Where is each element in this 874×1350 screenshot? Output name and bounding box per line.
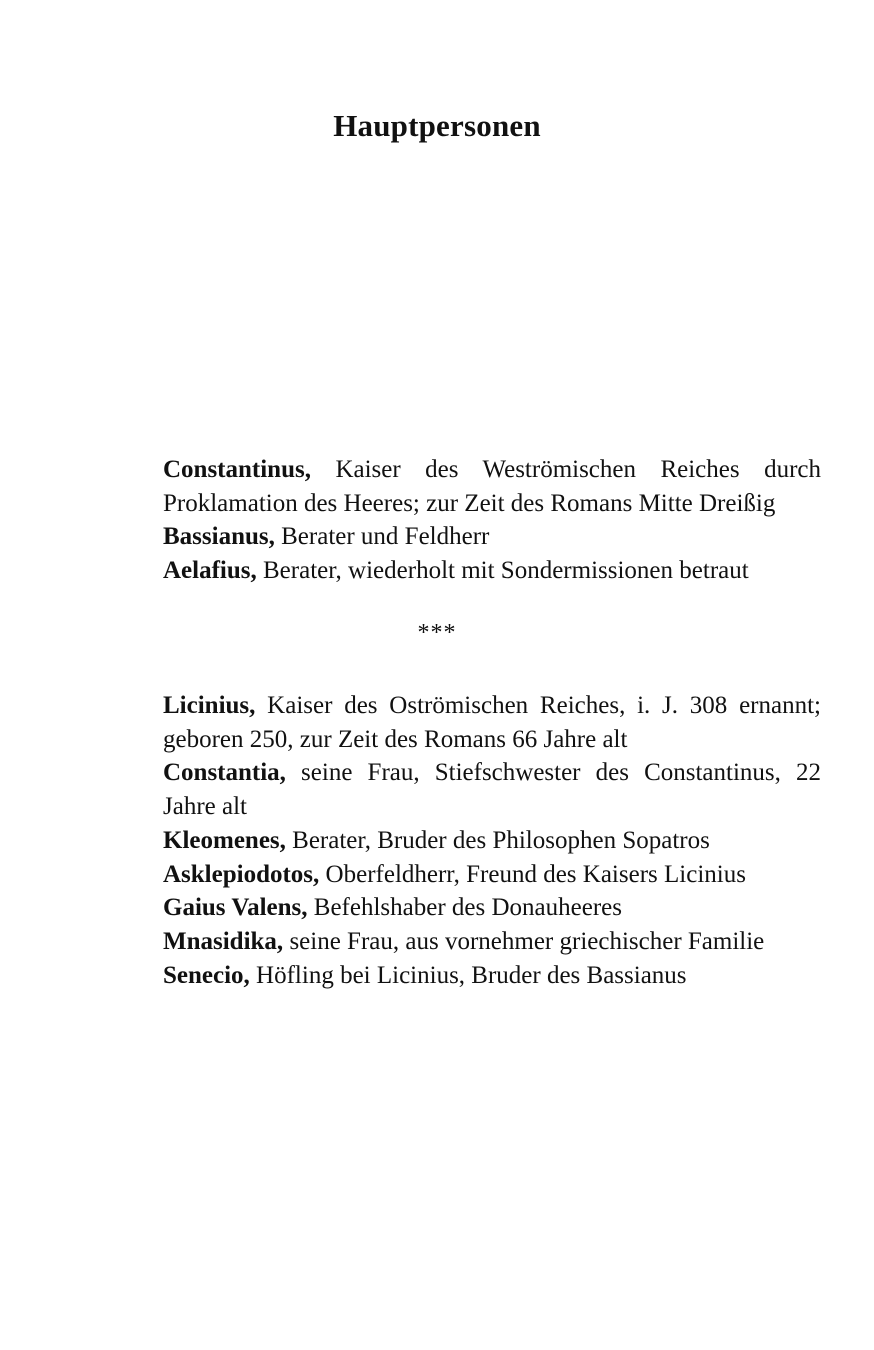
character-description: Kaiser des Oströmischen Reiches, i. J. 308 ernannt; geboren 250, zur Zeit des Romans 66 Jahre alt [163, 692, 821, 753]
character-entry [163, 520, 821, 554]
character-entry [163, 925, 821, 959]
character-entry [163, 959, 821, 993]
character-name: Constantinus, [163, 456, 311, 483]
character-entry [163, 858, 821, 892]
character-description: Befehlshaber des Donauheeres [307, 894, 622, 922]
character-name: Aelafius, [163, 557, 257, 585]
character-description: Berater, Bruder des Philosophen Sopatros [285, 826, 710, 854]
character-name: Constantia, [163, 759, 286, 787]
character-description: Oberfeldherr, Freund des Kaisers Licinius [319, 860, 746, 888]
character-name: Licinius, [163, 692, 256, 719]
character-entry [163, 554, 821, 588]
character-entry [163, 689, 821, 756]
character-name: Asklepiodotos, [163, 860, 320, 888]
character-description: seine Frau, aus vornehmer griechischer Familie [283, 927, 765, 955]
character-description: Höfling bei Licinius, Bruder des Bassianus [249, 961, 687, 989]
character-list-east [163, 689, 821, 992]
character-name: Kleomenes, [163, 826, 286, 854]
character-name: Gaius Valens, [163, 894, 308, 922]
character-entry [163, 824, 821, 858]
character-list-west [163, 453, 821, 588]
character-name: Bassianus, [163, 523, 275, 551]
character-entry [163, 756, 821, 823]
character-entry [163, 891, 821, 925]
character-entry [163, 453, 821, 520]
character-name: Senecio, [163, 961, 250, 989]
character-description: Kaiser des Weströmischen Reiches durch Proklamation des Heeres; zur Zeit des Romans Mitte Dreißig [163, 456, 821, 517]
section-separator: *** [417, 620, 457, 646]
character-description: Berater und Feldherr [274, 523, 490, 551]
character-name: Mnasidika, [163, 927, 284, 955]
character-description: seine Frau, Stiefschwester des Constantinus, 22 Jahre alt [163, 759, 821, 821]
character-description: Berater, wiederholt mit Sondermissionen betraut [256, 557, 749, 585]
page-title: Hauptpersonen [333, 108, 541, 143]
